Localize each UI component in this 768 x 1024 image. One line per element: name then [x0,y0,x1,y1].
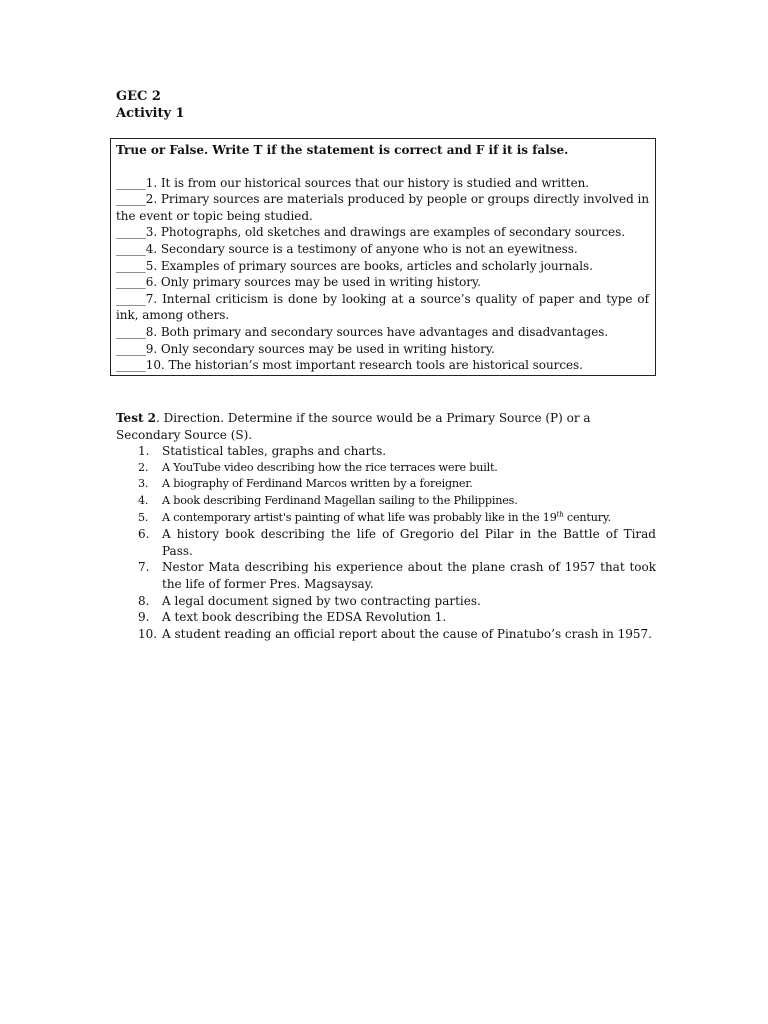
tf-item-10: _____10. The historian’s most important research tools are historical sources. [116,358,583,373]
test-2-list [116,443,656,642]
item-text: A history book describing the life of Gregorio del Pilar in the Battle of Tirad Pass. [162,527,656,558]
item-number: 5. [138,510,149,524]
list-item [116,593,656,610]
item-text: A legal document signed by two contracting parties. [162,593,481,608]
item-number: 10. [138,626,158,641]
tf-item-7: _____7. Internal criticism is done by looking at a source’s quality of paper and type of ink, among others. [116,291,649,323]
item-text: A student reading an official report about the cause of Pinatubo’s crash in 1957. [162,626,652,641]
true-false-box [110,138,656,376]
item-text: Statistical tables, graphs and charts. [162,444,387,459]
item-text-after: century. [563,510,611,524]
list-item [116,493,656,510]
item-text: A YouTube video describing how the rice terraces were built. [162,460,498,474]
item-number: 4. [138,493,149,507]
test-2-label: Test 2 [116,411,157,425]
item-number: 6. [138,527,150,542]
list-item [116,476,656,493]
item-number: 1. [138,444,150,459]
item-number: 7. [138,560,150,575]
list-item [116,510,656,527]
tf-item-3: _____3. Photographs, old sketches and drawings are examples of secondary sources. [116,225,625,240]
superscript-th: th [556,509,564,518]
list-item [116,460,656,477]
item-text: A biography of Ferdinand Marcos written by a foreigner. [162,477,473,491]
test-2-section [116,410,656,642]
list-item [116,626,656,643]
tf-item-2: _____2. Primary sources are materials produced by people or groups directly involved in the event or topic being studied. [116,192,649,223]
item-number: 3. [138,477,149,491]
tf-item-5: _____5. Examples of primary sources are books, articles and scholarly journals. [116,258,593,273]
tf-item-6: _____6. Only primary sources may be used in writing history. [116,275,481,290]
tf-item-9: _____9. Only secondary sources may be used in writing history. [116,341,495,356]
item-number: 9. [138,610,150,625]
list-item [116,559,656,592]
list-item [116,526,656,559]
item-text: Nestor Mata describing his experience about the plane crash of 1957 that took the life of former Pres. Magsaysay. [162,560,656,591]
tf-item-1: _____1. It is from our historical sources that our history is studied and written. [116,175,590,190]
tf-item-4: _____4. Secondary source is a testimony of anyone who is not an eyewitness. [116,241,578,256]
true-false-instruction: True or False. Write T if the statement is correct and F if it is false. [116,143,569,157]
item-number: 8. [138,593,150,608]
tf-item-8: _____8. Both primary and secondary sources have advantages and disadvantages. [116,324,609,339]
document-heading [116,88,185,122]
test-2-direction-text: . Direction. Determine if the source would be a Primary Source (P) or a Secondary Source (S). [116,411,591,442]
list-item [116,609,656,626]
item-text: A text book describing the EDSA Revolution 1. [162,610,447,625]
course-code: GEC 2 [116,89,161,104]
item-text-before: A contemporary artist's painting of what life was probably like in the 19 [162,510,557,524]
activity-title: Activity 1 [116,106,185,121]
test-2-direction [116,410,656,443]
list-item [116,443,656,460]
item-number: 2. [138,460,149,474]
item-text: A book describing Ferdinand Magellan sailing to the Philippines. [162,493,518,507]
